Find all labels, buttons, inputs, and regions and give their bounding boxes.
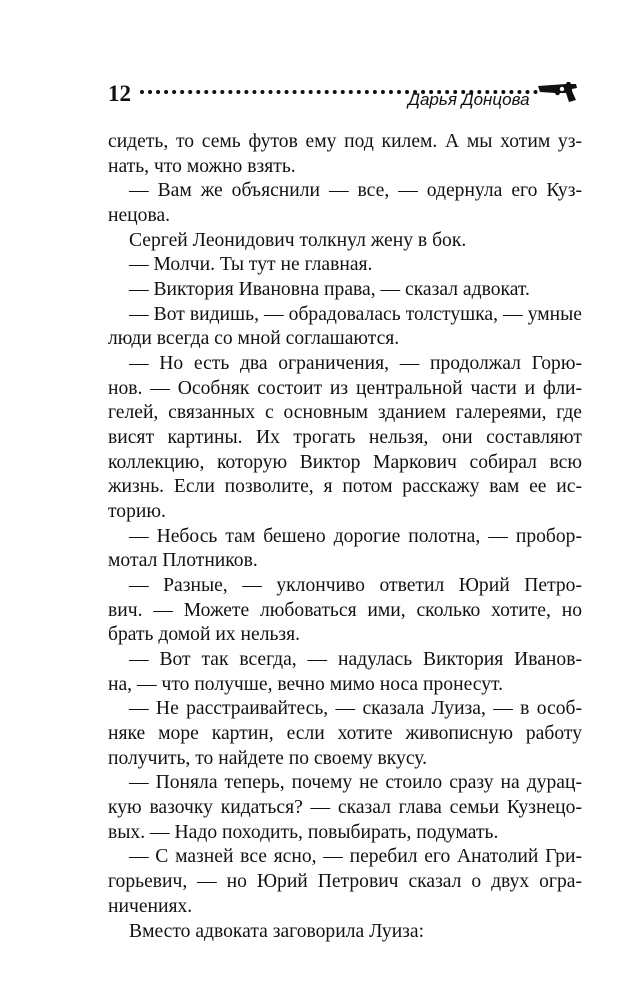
text-line: жизнь. Если позволите, я потом расскажу вам ее ис-: [108, 476, 582, 498]
running-header-author: Дарья Донцова: [408, 90, 530, 109]
text-line: брать домой их нельзя.: [108, 624, 301, 646]
text-line: — Поняла теперь, почему не стоило сразу на дурац-: [129, 772, 582, 794]
text-line: мотал Плотников.: [108, 550, 258, 572]
text-line: висят картины. Их трогать нельзя, они составляют: [108, 427, 582, 449]
text-line: на, — что получше, вечно мимо носа пронесут.: [108, 673, 503, 695]
revolver-icon: [536, 78, 580, 104]
text-line: сидеть, то семь футов ему под килем. А мы хотим уз-: [108, 131, 582, 152]
text-line: — Не расстраивайтесь, — сказала Луиза, — в особ-: [129, 698, 582, 720]
text-line: вич. — Можете любоваться ими, сколько хотите, но: [108, 599, 582, 621]
text-line: люди всегда со мной соглашаются.: [108, 328, 400, 350]
text-line: коллекцию, которую Виктор Маркович собирал всю: [108, 451, 582, 473]
text-line: — Вам же объяснили — все, — одернула его Куз-: [129, 180, 582, 202]
text-line: нов. — Особняк состоит из центральной части и фли-: [108, 377, 582, 399]
text-line: — Вот так всегда, — надулась Виктория Иванов-: [129, 649, 582, 671]
text-line: — Но есть два ограничения, — продолжал Горю-: [129, 353, 582, 375]
text-line: нецова.: [108, 205, 171, 227]
text-line: — Разные, — уклончиво ответил Юрий Петро-: [129, 575, 582, 597]
text-line: получить, то найдете по своему вкусу.: [108, 747, 428, 769]
text-line: няке море картин, если хотите живописную работу: [108, 723, 582, 745]
page-body-text: [108, 130, 582, 944]
text-line: — С мазней все ясно, — перебил его Анатолий Гри-: [129, 846, 582, 868]
text-line: — Вот видишь, — обрадовалась толстушка, — умные: [129, 303, 582, 325]
text-line: — Молчи. Ты тут не главная.: [129, 254, 373, 276]
text-line: горьевич, — но Юрий Петрович сказал о двух огра-: [108, 871, 582, 893]
text-line: нать, что можно взять.: [108, 155, 296, 177]
text-line: ничениях.: [108, 895, 193, 917]
text-line: торию.: [108, 501, 166, 523]
text-line: гелей, связанных с основным зданием галереями, где: [108, 402, 582, 424]
text-line: кую вазочку кидаться? — сказал глава семьи Кузнецо-: [108, 797, 582, 819]
text-line: вых. — Надо походить, повыбирать, подумать.: [108, 821, 499, 843]
text-line: Сергей Леонидович толкнул жену в бок.: [129, 229, 467, 251]
page-number: 12: [108, 81, 131, 106]
text-line: — Небось там бешено дорогие полотна, — пробор-: [129, 525, 582, 547]
text-line: — Виктория Ивановна права, — сказал адвокат.: [129, 279, 530, 301]
text-line: Вместо адвоката заговорила Луиза:: [129, 920, 425, 942]
